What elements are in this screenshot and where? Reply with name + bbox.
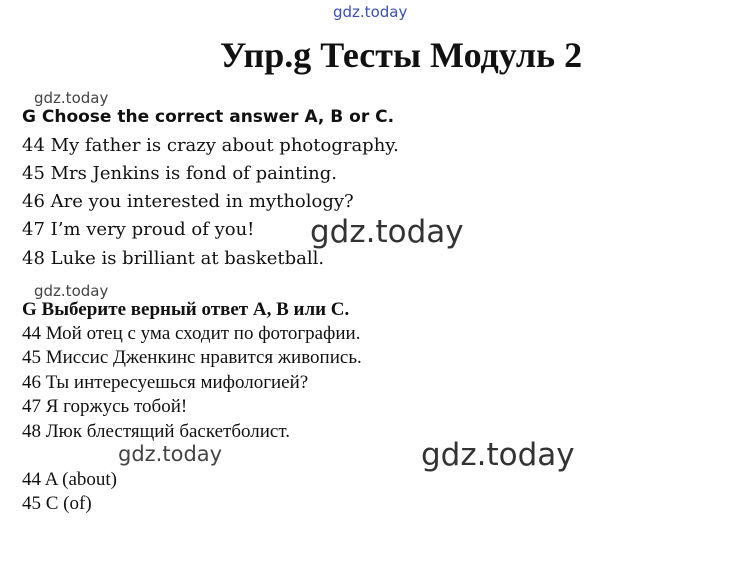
english-item-48: 48 Luke is brilliant at basketball.: [22, 248, 325, 269]
russian-item-47: 47 Я горжусь тобой!: [22, 396, 188, 417]
russian-item-46: 46 Ты интересуешься мифологией?: [22, 372, 309, 393]
watermark-small-1: gdz.today: [34, 89, 109, 107]
russian-heading: G Выберите верный ответ А, В или С.: [22, 299, 350, 320]
russian-item-48: 48 Люк блестящий баскетболист.: [22, 421, 290, 442]
page-title: Упр.g Тесты Модуль 2: [220, 35, 583, 75]
watermark-large-2: gdz.today: [421, 437, 575, 473]
english-item-47: 47 I’m very proud of you!: [22, 219, 255, 240]
russian-item-45: 45 Миссис Дженкинс нравится живопись.: [22, 347, 362, 368]
answer-44: 44 A (about): [22, 469, 117, 490]
watermark-large-1: gdz.today: [310, 214, 464, 250]
watermark-top: gdz.today: [333, 3, 408, 21]
english-heading: G Choose the correct answer A, B or C.: [22, 107, 395, 127]
english-item-44: 44 My father is crazy about photography.: [22, 135, 399, 156]
answer-45: 45 C (of): [22, 493, 92, 514]
english-item-46: 46 Are you interested in mythology?: [22, 191, 354, 212]
english-item-45: 45 Mrs Jenkins is fond of painting.: [22, 163, 337, 184]
watermark-small-3: gdz.today: [118, 442, 223, 466]
russian-item-44: 44 Мой отец с ума сходит по фотографии.: [22, 323, 361, 344]
watermark-small-2: gdz.today: [34, 282, 109, 300]
